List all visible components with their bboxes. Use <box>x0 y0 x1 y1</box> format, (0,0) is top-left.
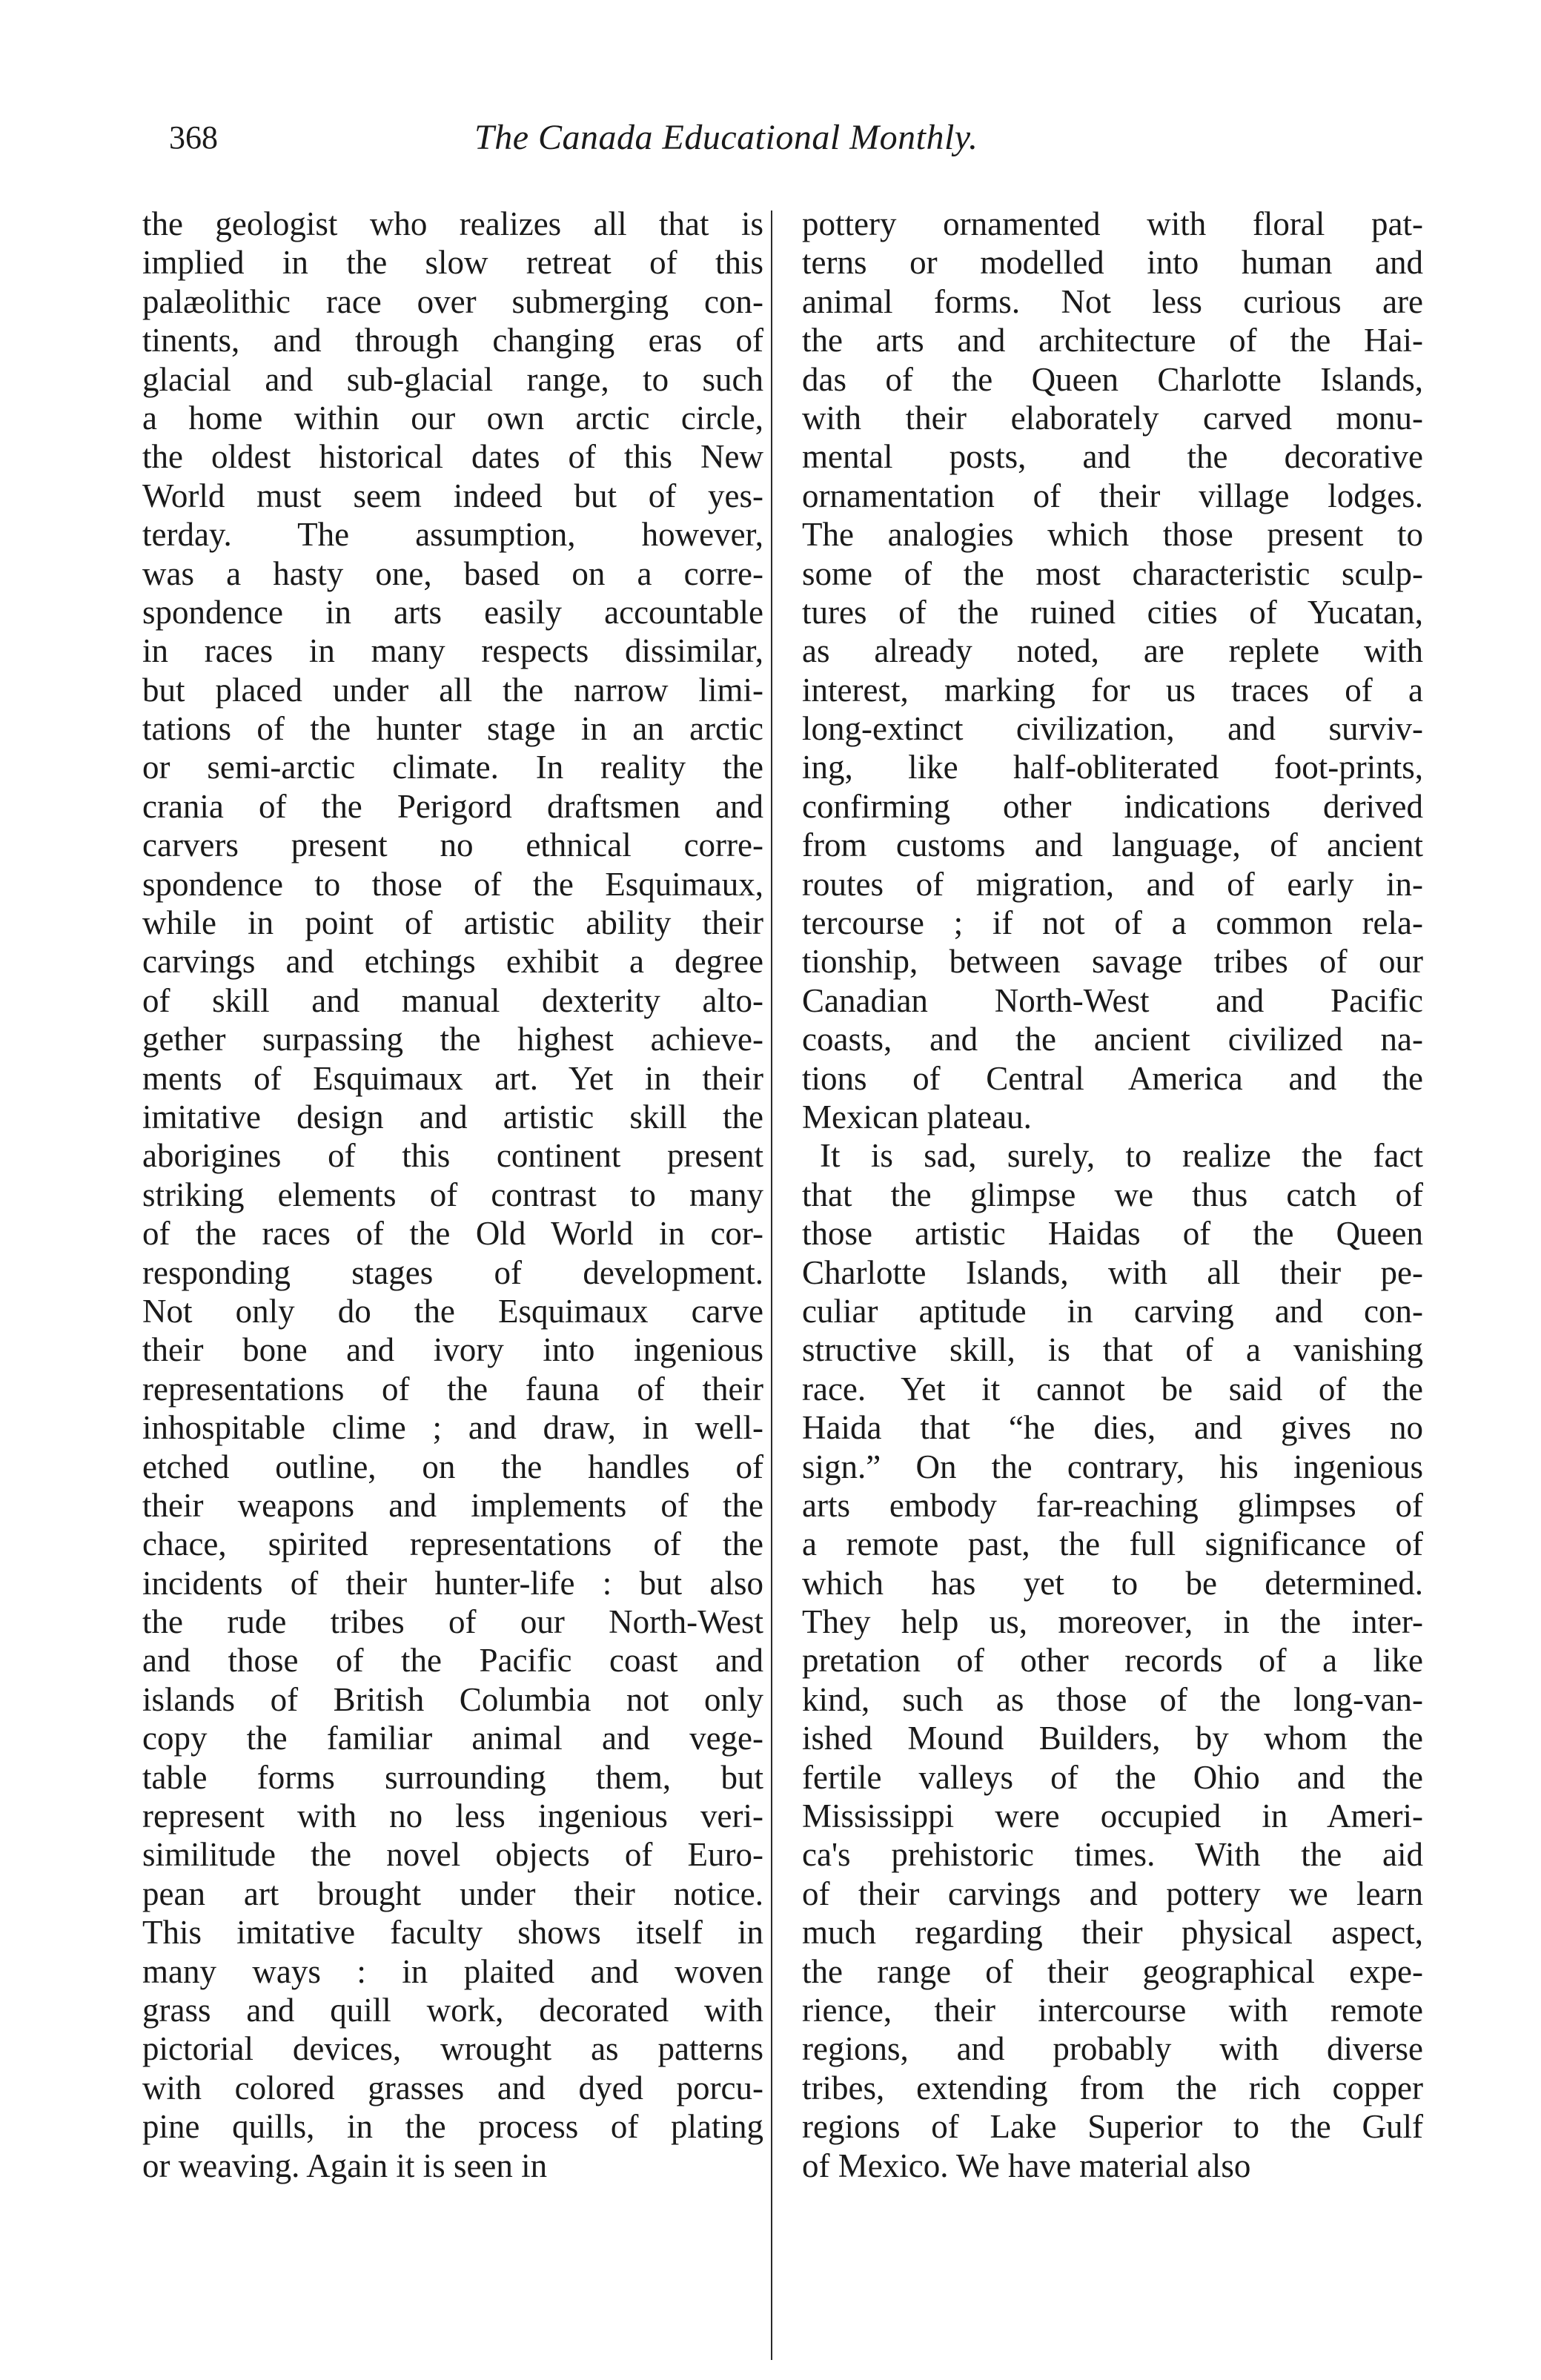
text-line: carvings and etchings exhibit a degree <box>142 943 763 981</box>
text-line: with their elaborately carved monu- <box>802 399 1423 437</box>
text-line: as already noted, are replete with <box>802 632 1423 670</box>
text-line: pottery ornamented with floral pat- <box>802 205 1423 242</box>
text-line: pretation of other records of a like <box>802 1642 1423 1680</box>
text-line: fertile valleys of the Ohio and the <box>802 1758 1423 1796</box>
text-line: Mexican plateau. <box>802 1098 1032 1136</box>
text-line: that the glimpse we thus catch of <box>802 1176 1423 1213</box>
text-line: represent with no less ingenious veri- <box>142 1797 763 1835</box>
text-line: of their carvings and pottery we learn <box>802 1875 1423 1912</box>
text-line: sign.” On the contrary, his ingenious <box>802 1448 1423 1485</box>
text-line: or semi-arctic climate. In reality the <box>142 749 763 786</box>
text-line: Not only do the Esquimaux carve <box>142 1292 763 1330</box>
text-line: regions, and probably with diverse <box>802 2030 1423 2068</box>
text-line: ished Mound Builders, by whom the <box>802 1720 1423 1757</box>
text-line: was a hasty one, based on a corre- <box>142 554 763 592</box>
text-line: with colored grasses and dyed porcu- <box>142 2069 763 2106</box>
text-line: many ways : in plaited and woven <box>142 1952 763 1990</box>
text-line: of the races of the Old World in cor- <box>142 1215 763 1253</box>
text-line: in races in many respects dissimilar, <box>142 632 763 670</box>
text-line: tercourse ; if not of a common rela- <box>802 904 1423 942</box>
text-line: ing, like half-obliterated foot-prints, <box>802 749 1423 786</box>
text-line: inhospitable clime ; and draw, in well- <box>142 1409 763 1447</box>
text-line: a home within our own arctic circle, <box>142 399 763 437</box>
text-line: implied in the slow retreat of this <box>142 244 763 282</box>
text-line: from customs and language, of ancient <box>802 826 1423 864</box>
text-line: the range of their geographical expe- <box>802 1952 1423 1990</box>
text-line: tionship, between savage tribes of our <box>802 943 1423 981</box>
text-line: routes of migration, and of early in- <box>802 865 1423 903</box>
text-line: long-extinct civilization, and surviv- <box>802 710 1423 748</box>
text-line: terns or modelled into human and <box>802 244 1423 282</box>
right-column <box>802 205 1423 2185</box>
text-line: pine quills, in the process of plating <box>142 2108 763 2146</box>
text-line: carvers present no ethnical corre- <box>142 826 763 864</box>
text-line: ornamentation of their village lodges. <box>802 477 1423 514</box>
page-number: 368 <box>169 119 218 156</box>
text-line: tions of Central America and the <box>802 1059 1423 1097</box>
text-line: a remote past, the full significance of <box>802 1525 1423 1563</box>
text-line: confirming other indications derived <box>802 787 1423 825</box>
text-line: tinents, and through changing eras of <box>142 322 763 359</box>
text-line: animal forms. Not less curious are <box>802 282 1423 320</box>
text-line: Canadian North-West and Pacific <box>802 981 1423 1019</box>
text-line: the rude tribes of our North-West <box>142 1603 763 1641</box>
text-line: pean art brought under their notice. <box>142 1875 763 1912</box>
text-line: which has yet to be determined. <box>802 1564 1423 1602</box>
text-line: regions of Lake Superior to the Gulf <box>802 2108 1423 2146</box>
text-line: the geologist who realizes all that is <box>142 205 763 242</box>
text-line: but placed under all the narrow limi- <box>142 671 763 709</box>
text-line: grass and quill work, decorated with <box>142 1991 763 2029</box>
text-line: Haida that “he dies, and gives no <box>802 1409 1423 1447</box>
text-line: race. Yet it cannot be said of the <box>802 1370 1423 1408</box>
text-line: pictorial devices, wrought as patterns <box>142 2030 763 2068</box>
text-line: glacial and sub-glacial range, to such <box>142 360 763 398</box>
text-line: tations of the hunter stage in an arctic <box>142 710 763 748</box>
text-line: crania of the Perigord draftsmen and <box>142 787 763 825</box>
text-line: das of the Queen Charlotte Islands, <box>802 360 1423 398</box>
text-line: ments of Esquimaux art. Yet in their <box>142 1059 763 1097</box>
text-line: similitude the novel objects of Euro- <box>142 1836 763 1874</box>
text-line: the arts and architecture of the Hai- <box>802 322 1423 359</box>
text-line: Mississippi were occupied in Ameri- <box>802 1797 1423 1835</box>
running-title: The Canada Educational Monthly. <box>474 118 978 157</box>
text-line: kind, such as those of the long-van- <box>802 1680 1423 1718</box>
text-line: tures of the ruined cities of Yucatan, <box>802 593 1423 631</box>
text-line: of Mexico. We have material also <box>802 2147 1251 2184</box>
text-line: imitative design and artistic skill the <box>142 1098 763 1136</box>
text-line: culiar aptitude in carving and con- <box>802 1292 1423 1330</box>
text-line: Charlotte Islands, with all their pe- <box>802 1253 1423 1291</box>
text-line: while in point of artistic ability their <box>142 904 763 942</box>
text-line: chace, spirited representations of the <box>142 1525 763 1563</box>
text-line: ca's prehistoric times. With the aid <box>802 1836 1423 1874</box>
text-line: structive skill, is that of a vanishing <box>802 1331 1423 1369</box>
text-line: coasts, and the ancient civilized na- <box>802 1021 1423 1058</box>
text-line: responding stages of development. <box>142 1253 763 1291</box>
text-line: spondence in arts easily accountable <box>142 593 763 631</box>
text-line: interest, marking for us traces of a <box>802 671 1423 709</box>
text-line: They help us, moreover, in the inter- <box>802 1603 1423 1641</box>
text-line: palæolithic race over submerging con- <box>142 282 763 320</box>
text-line: rience, their intercourse with remote <box>802 1991 1423 2029</box>
text-line: much regarding their physical aspect, <box>802 1914 1423 1952</box>
text-line: copy the familiar animal and vege- <box>142 1720 763 1757</box>
text-line: incidents of their hunter-life : but also <box>142 1564 763 1602</box>
text-line: table forms surrounding them, but <box>142 1758 763 1796</box>
text-line: arts embody far-reaching glimpses of <box>802 1486 1423 1524</box>
text-line: It is sad, surely, to realize the fact <box>820 1137 1423 1175</box>
text-line: their weapons and implements of the <box>142 1486 763 1524</box>
text-line: their bone and ivory into ingenious <box>142 1331 763 1369</box>
text-line: World must seem indeed but of yes- <box>142 477 763 514</box>
text-line: the oldest historical dates of this New <box>142 438 763 476</box>
column-divider <box>771 211 772 2360</box>
text-line: some of the most characteristic sculp- <box>802 554 1423 592</box>
text-line: or weaving. Again it is seen in <box>142 2147 548 2184</box>
text-line: and those of the Pacific coast and <box>142 1642 763 1680</box>
text-line: those artistic Haidas of the Queen <box>802 1215 1423 1253</box>
text-line: islands of British Columbia not only <box>142 1680 763 1718</box>
text-line: of skill and manual dexterity alto- <box>142 981 763 1019</box>
text-line: This imitative faculty shows itself in <box>142 1914 763 1952</box>
text-line: representations of the fauna of their <box>142 1370 763 1408</box>
left-column <box>142 205 763 2185</box>
text-line: spondence to those of the Esquimaux, <box>142 865 763 903</box>
text-line: The analogies which those present to <box>802 516 1423 554</box>
text-line: gether surpassing the highest achieve- <box>142 1021 763 1058</box>
text-line: aborigines of this continent present <box>142 1137 763 1175</box>
text-line: etched outline, on the handles of <box>142 1448 763 1485</box>
text-line: striking elements of contrast to many <box>142 1176 763 1213</box>
text-line: terday. The assumption, however, <box>142 516 763 554</box>
text-line: mental posts, and the decorative <box>802 438 1423 476</box>
text-line: tribes, extending from the rich copper <box>802 2069 1423 2106</box>
